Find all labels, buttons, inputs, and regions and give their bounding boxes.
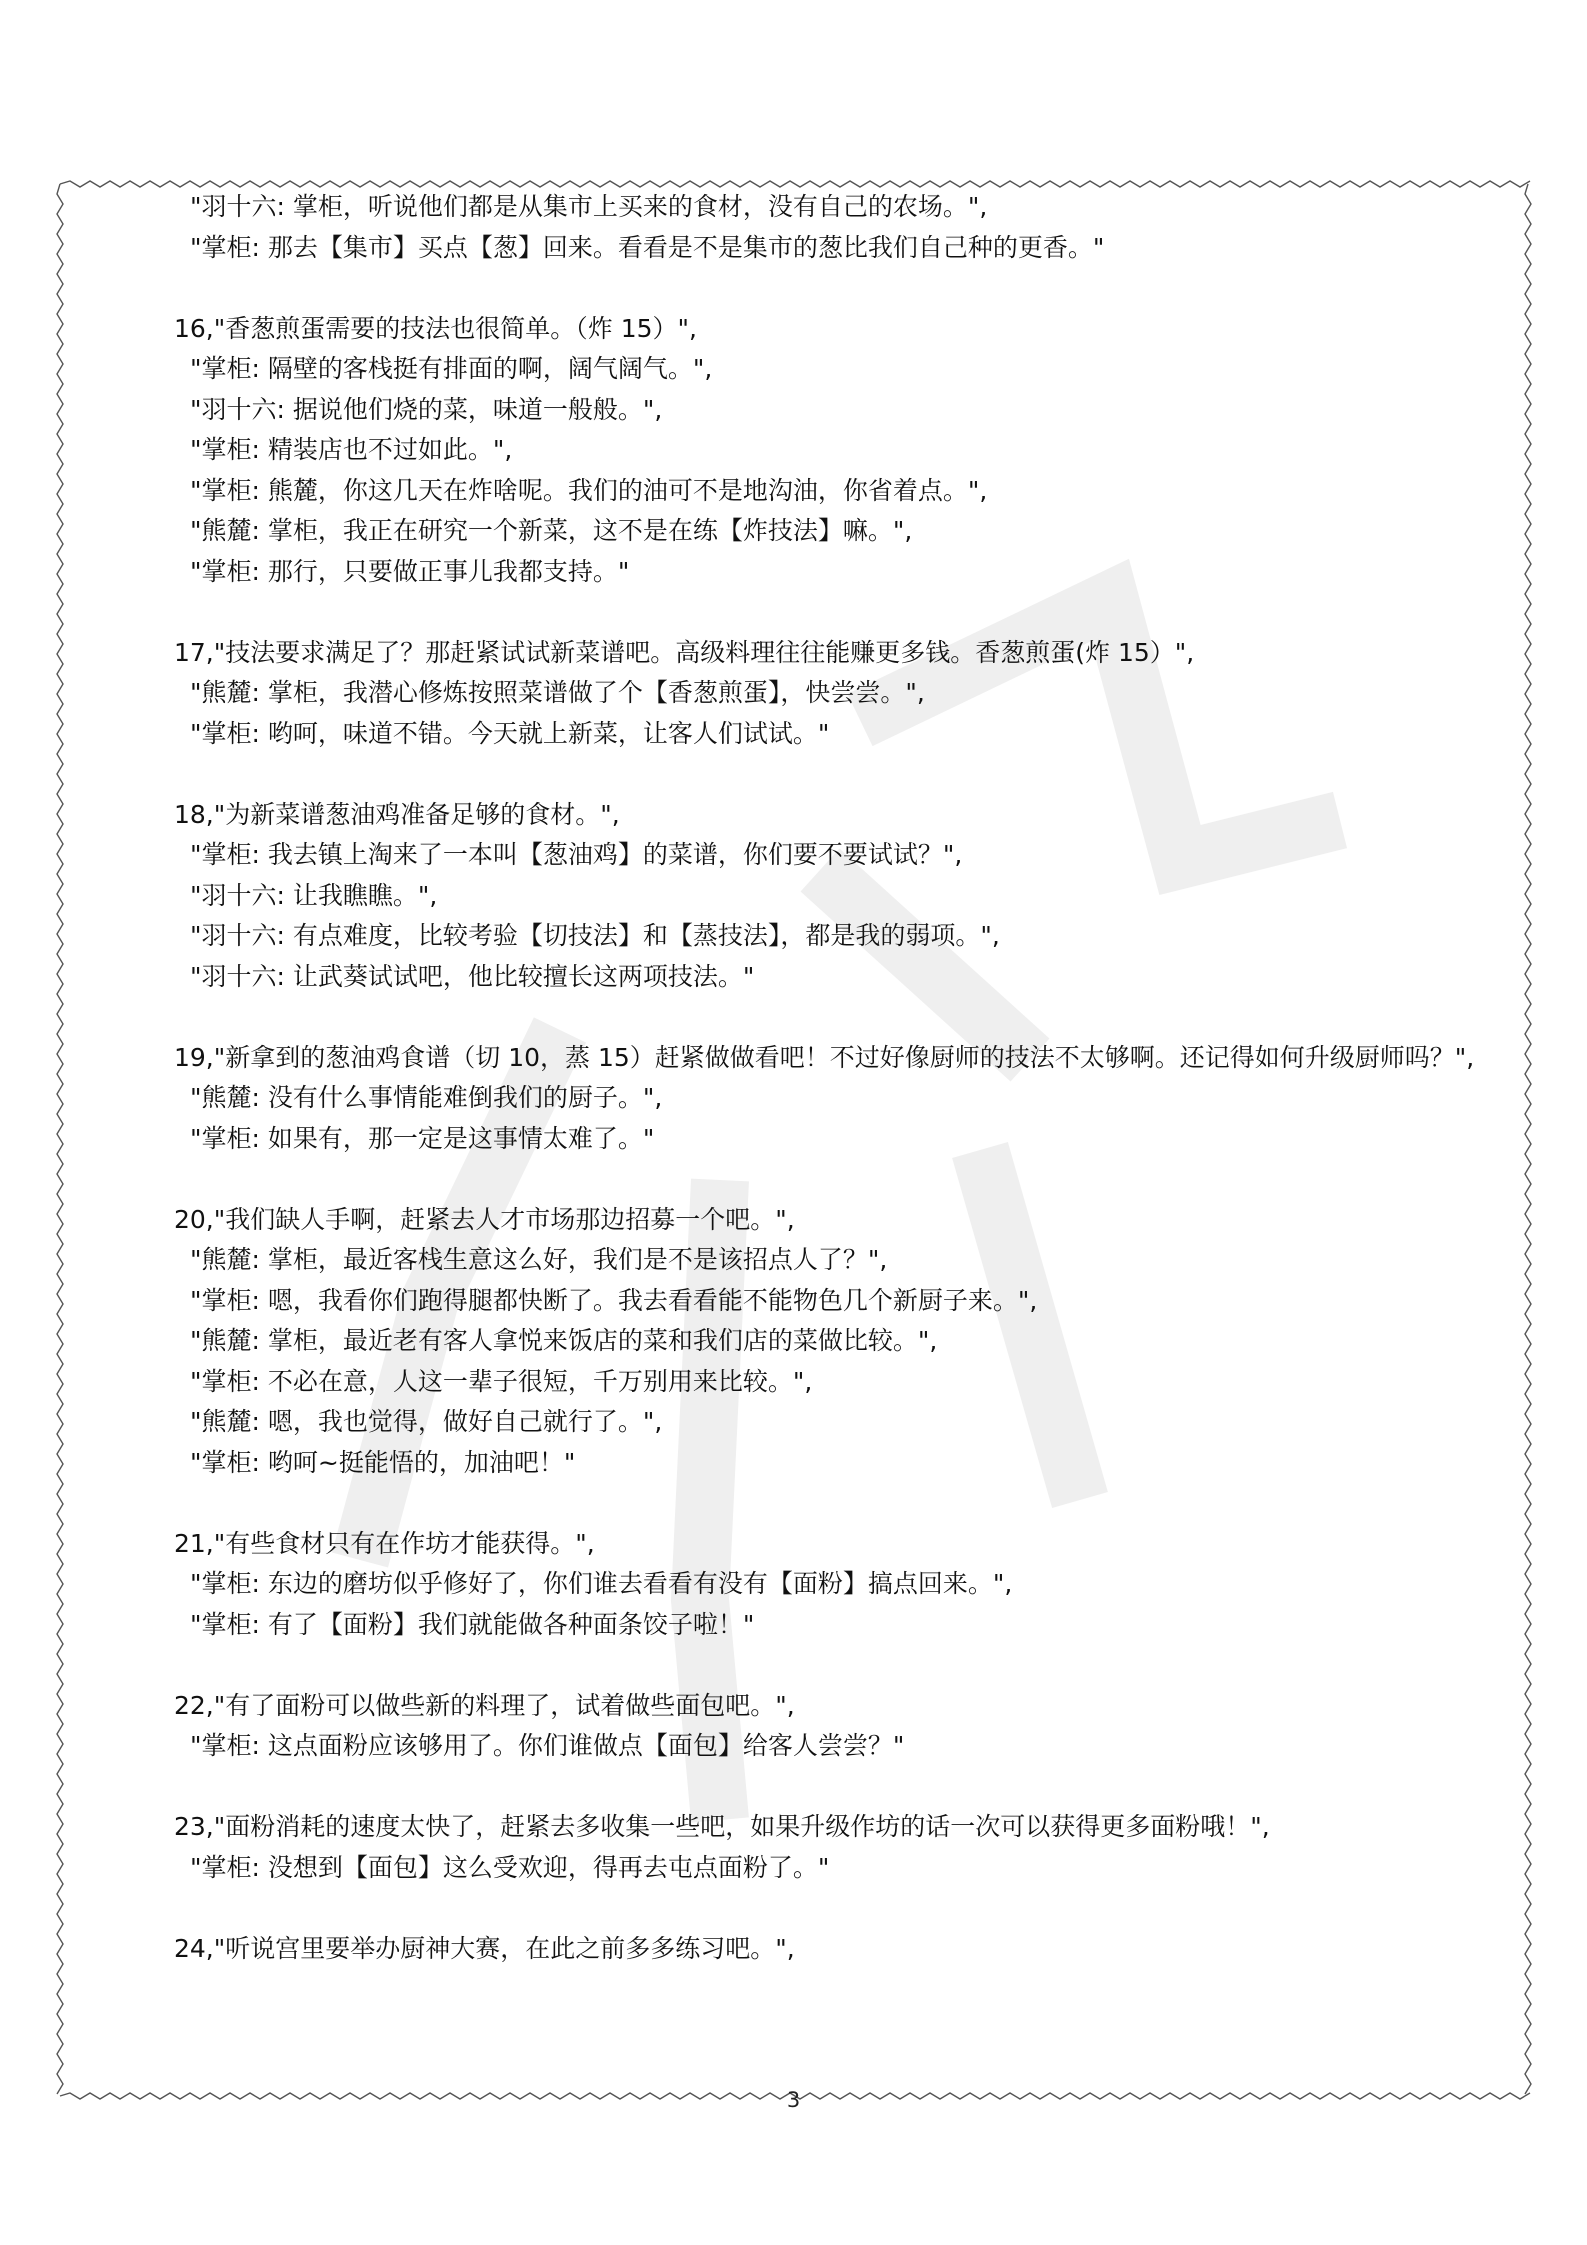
paragraph-gap — [78, 1888, 1518, 1929]
paragraph-gap — [78, 1483, 1518, 1524]
quest-heading: 20,"我们缺人手啊，赶紧去人才市场那边招募一个吧。", — [174, 1204, 795, 1234]
dialogue-line: "羽十六: 让武葵试试吧，他比较擅长这两项技法。" — [190, 961, 755, 991]
quest-heading: 23,"面粉消耗的速度太快了，赶紧去多收集一些吧，如果升级作坊的话一次可以获得更多面粉哦！", — [174, 1812, 1270, 1841]
quest-heading: 19,"新拿到的葱油鸡食谱（切 10，蒸 15）赶紧做做看吧！不过好像厨师的技法不太够啊。还记得如何升级厨师吗？", — [174, 1042, 1475, 1072]
dialogue-line: "掌柜: 哟呵，味道不错。今天就上新菜，让客人们试试。" — [190, 718, 830, 748]
paragraph-gap — [78, 268, 1518, 309]
dialogue-line: "掌柜: 那行，只要做正事儿我都支持。" — [190, 556, 630, 586]
paragraph-gap — [78, 592, 1518, 633]
dialogue-line: "掌柜: 隔壁的客栈挺有排面的啊，阔气阔气。", — [190, 354, 713, 383]
quest-heading: 21,"有些食材只有在作坊才能获得。", — [174, 1528, 595, 1558]
paragraph-gap — [78, 1767, 1518, 1808]
dialogue-line: "羽十六: 据说他们烧的菜，味道一般般。", — [190, 394, 663, 424]
dialogue-line: "掌柜: 精装店也不过如此。", — [190, 435, 513, 464]
dialogue-line: "掌柜: 没想到【面包】这么受欢迎，得再去屯点面粉了。" — [190, 1852, 830, 1882]
dialogue-line: "熊麓: 没有什么事情能难倒我们的厨子。", — [190, 1083, 663, 1112]
paragraph-gap — [78, 1159, 1518, 1200]
dialogue-line: "掌柜: 哟呵~挺能悟的，加油吧！" — [190, 1447, 576, 1477]
quest-heading: 16,"香葱煎蛋需要的技法也很简单。（炸 15）", — [174, 313, 697, 343]
dialogue-line: "羽十六: 有点难度，比较考验【切技法】和【蒸技法】，都是我的弱项。", — [190, 921, 1000, 950]
document-body — [78, 187, 1518, 1969]
dialogue-line: "熊麓: 掌柜，最近老有客人拿悦来饭店的菜和我们店的菜做比较。", — [190, 1326, 938, 1355]
dialogue-line: "熊麓: 掌柜，我潜心修炼按照菜谱做了个【香葱煎蛋】，快尝尝。", — [190, 678, 925, 707]
dialogue-line: "熊麓: 嗯，我也觉得，做好自己就行了。", — [190, 1407, 663, 1436]
dialogue-line: "掌柜: 有了【面粉】我们就能做各种面条饺子啦！" — [190, 1609, 755, 1639]
quest-heading: 24,"听说宫里要举办厨神大赛，在此之前多多练习吧。", — [174, 1933, 795, 1963]
quest-heading: 17,"技法要求满足了？那赶紧试试新菜谱吧。高级料理往往能赚更多钱。香葱煎蛋(炸 15）", — [174, 637, 1195, 667]
quest-heading: 18,"为新菜谱葱油鸡准备足够的食材。", — [174, 799, 620, 829]
dialogue-line: "掌柜: 东边的磨坊似乎修好了，你们谁去看看有没有【面粉】搞点回来。", — [190, 1569, 1013, 1598]
dialogue-line: "熊麓: 掌柜，最近客栈生意这么好，我们是不是该招点人了？", — [190, 1245, 888, 1274]
paragraph-gap — [78, 997, 1518, 1038]
quest-heading: 22,"有了面粉可以做些新的料理了，试着做些面包吧。", — [174, 1690, 795, 1720]
dialogue-line: "掌柜: 嗯，我看你们跑得腿都快断了。我去看看能不能物色几个新厨子来。", — [190, 1285, 1038, 1315]
dialogue-line: "掌柜: 这点面粉应该够用了。你们谁做点【面包】给客人尝尝？" — [190, 1731, 905, 1760]
dialogue-line: "掌柜: 那去【集市】买点【葱】回来。看看是不是集市的葱比我们自己种的更香。" — [190, 232, 1105, 262]
dialogue-line: "掌柜: 不必在意，人这一辈子很短，千万别用来比较。", — [190, 1366, 813, 1396]
dialogue-line: "掌柜: 如果有，那一定是这事情太难了。" — [190, 1123, 655, 1153]
paragraph-gap — [78, 754, 1518, 795]
dialogue-line: "掌柜: 熊麓，你这几天在炸啥呢。我们的油可不是地沟油，你省着点。", — [190, 475, 988, 505]
dialogue-line: "羽十六: 掌柜，听说他们都是从集市上买来的食材，没有自己的农场。", — [190, 192, 988, 221]
dialogue-line: "熊麓: 掌柜，我正在研究一个新菜，这不是在练【炸技法】嘛。", — [190, 516, 913, 545]
dialogue-line: "羽十六: 让我瞧瞧。", — [190, 880, 438, 910]
page-number: 3 — [786, 2088, 801, 2112]
dialogue-line: "掌柜: 我去镇上淘来了一本叫【葱油鸡】的菜谱，你们要不要试试？", — [190, 840, 963, 869]
paragraph-gap — [78, 1645, 1518, 1686]
